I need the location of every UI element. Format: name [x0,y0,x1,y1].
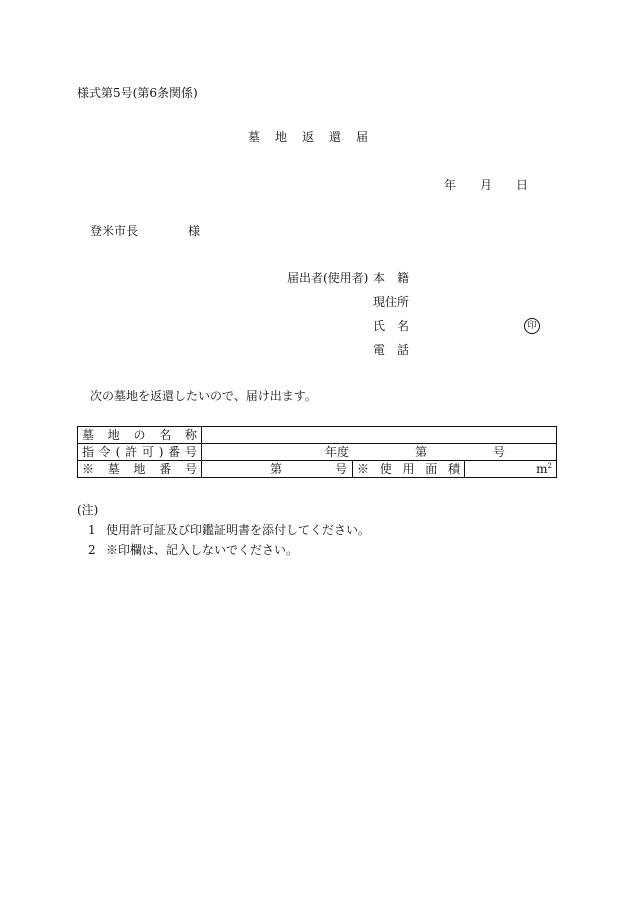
grave-name-field[interactable] [202,427,557,444]
title-char: 届 [356,130,369,144]
notes-heading: (注) [77,503,99,517]
grave-number-label: ※墓地番号 [78,461,202,478]
date-line [444,178,528,192]
form-number: 様式第5号(第6条関係) [77,86,198,100]
note-number: 1 [88,523,96,537]
date-year: 年 [444,178,457,192]
note-item [88,523,370,537]
usage-area-field[interactable] [465,461,557,478]
table-row [78,461,557,478]
addressee-honorific: 様 [188,224,201,238]
addressee-name: 登米市長 [90,224,139,238]
permit-go-label: 号 [492,445,505,459]
name-label: 氏 名 [373,319,410,333]
note-text: ※印欄は、記入しないでください。 [106,543,299,557]
title-char: 墓 [248,130,261,144]
statement-text: 次の墓地を返還したいので、届け出ます。 [90,389,317,403]
address-label: 現住所 [373,295,410,309]
date-day: 日 [516,178,529,192]
usage-area-label: ※使用面積 [353,461,465,478]
grave-number-go: 号 [334,462,347,476]
title-char: 地 [275,130,288,144]
permit-dai-label: 第 [414,445,427,459]
note-item [88,543,298,557]
permit-number-label: 指令(許可)番号 [78,444,202,461]
permit-year-label: 年度 [324,445,349,459]
grave-info-table [77,426,557,478]
grave-name-label: 墓地の名称 [78,427,202,444]
phone-label: 電 話 [373,343,410,357]
document-title [248,130,368,144]
table-row [78,427,557,444]
area-unit-sup: 2 [547,462,552,470]
date-month: 月 [480,178,493,192]
grave-number-field[interactable] [202,461,353,478]
title-char: 還 [329,130,342,144]
permit-number-field[interactable] [202,444,557,461]
title-char: 返 [302,130,315,144]
honseki-label: 本 籍 [373,271,410,285]
seal-icon: 印 [524,318,540,334]
addressee [90,224,200,238]
note-text: 使用許可証及び印鑑証明書を添付してください。 [106,523,371,537]
table-row [78,444,557,461]
applicant-prefix: 届出者(使用者) [287,271,369,285]
note-number: 2 [88,543,96,557]
grave-number-dai: 第 [269,462,282,476]
area-unit: m [536,462,548,476]
